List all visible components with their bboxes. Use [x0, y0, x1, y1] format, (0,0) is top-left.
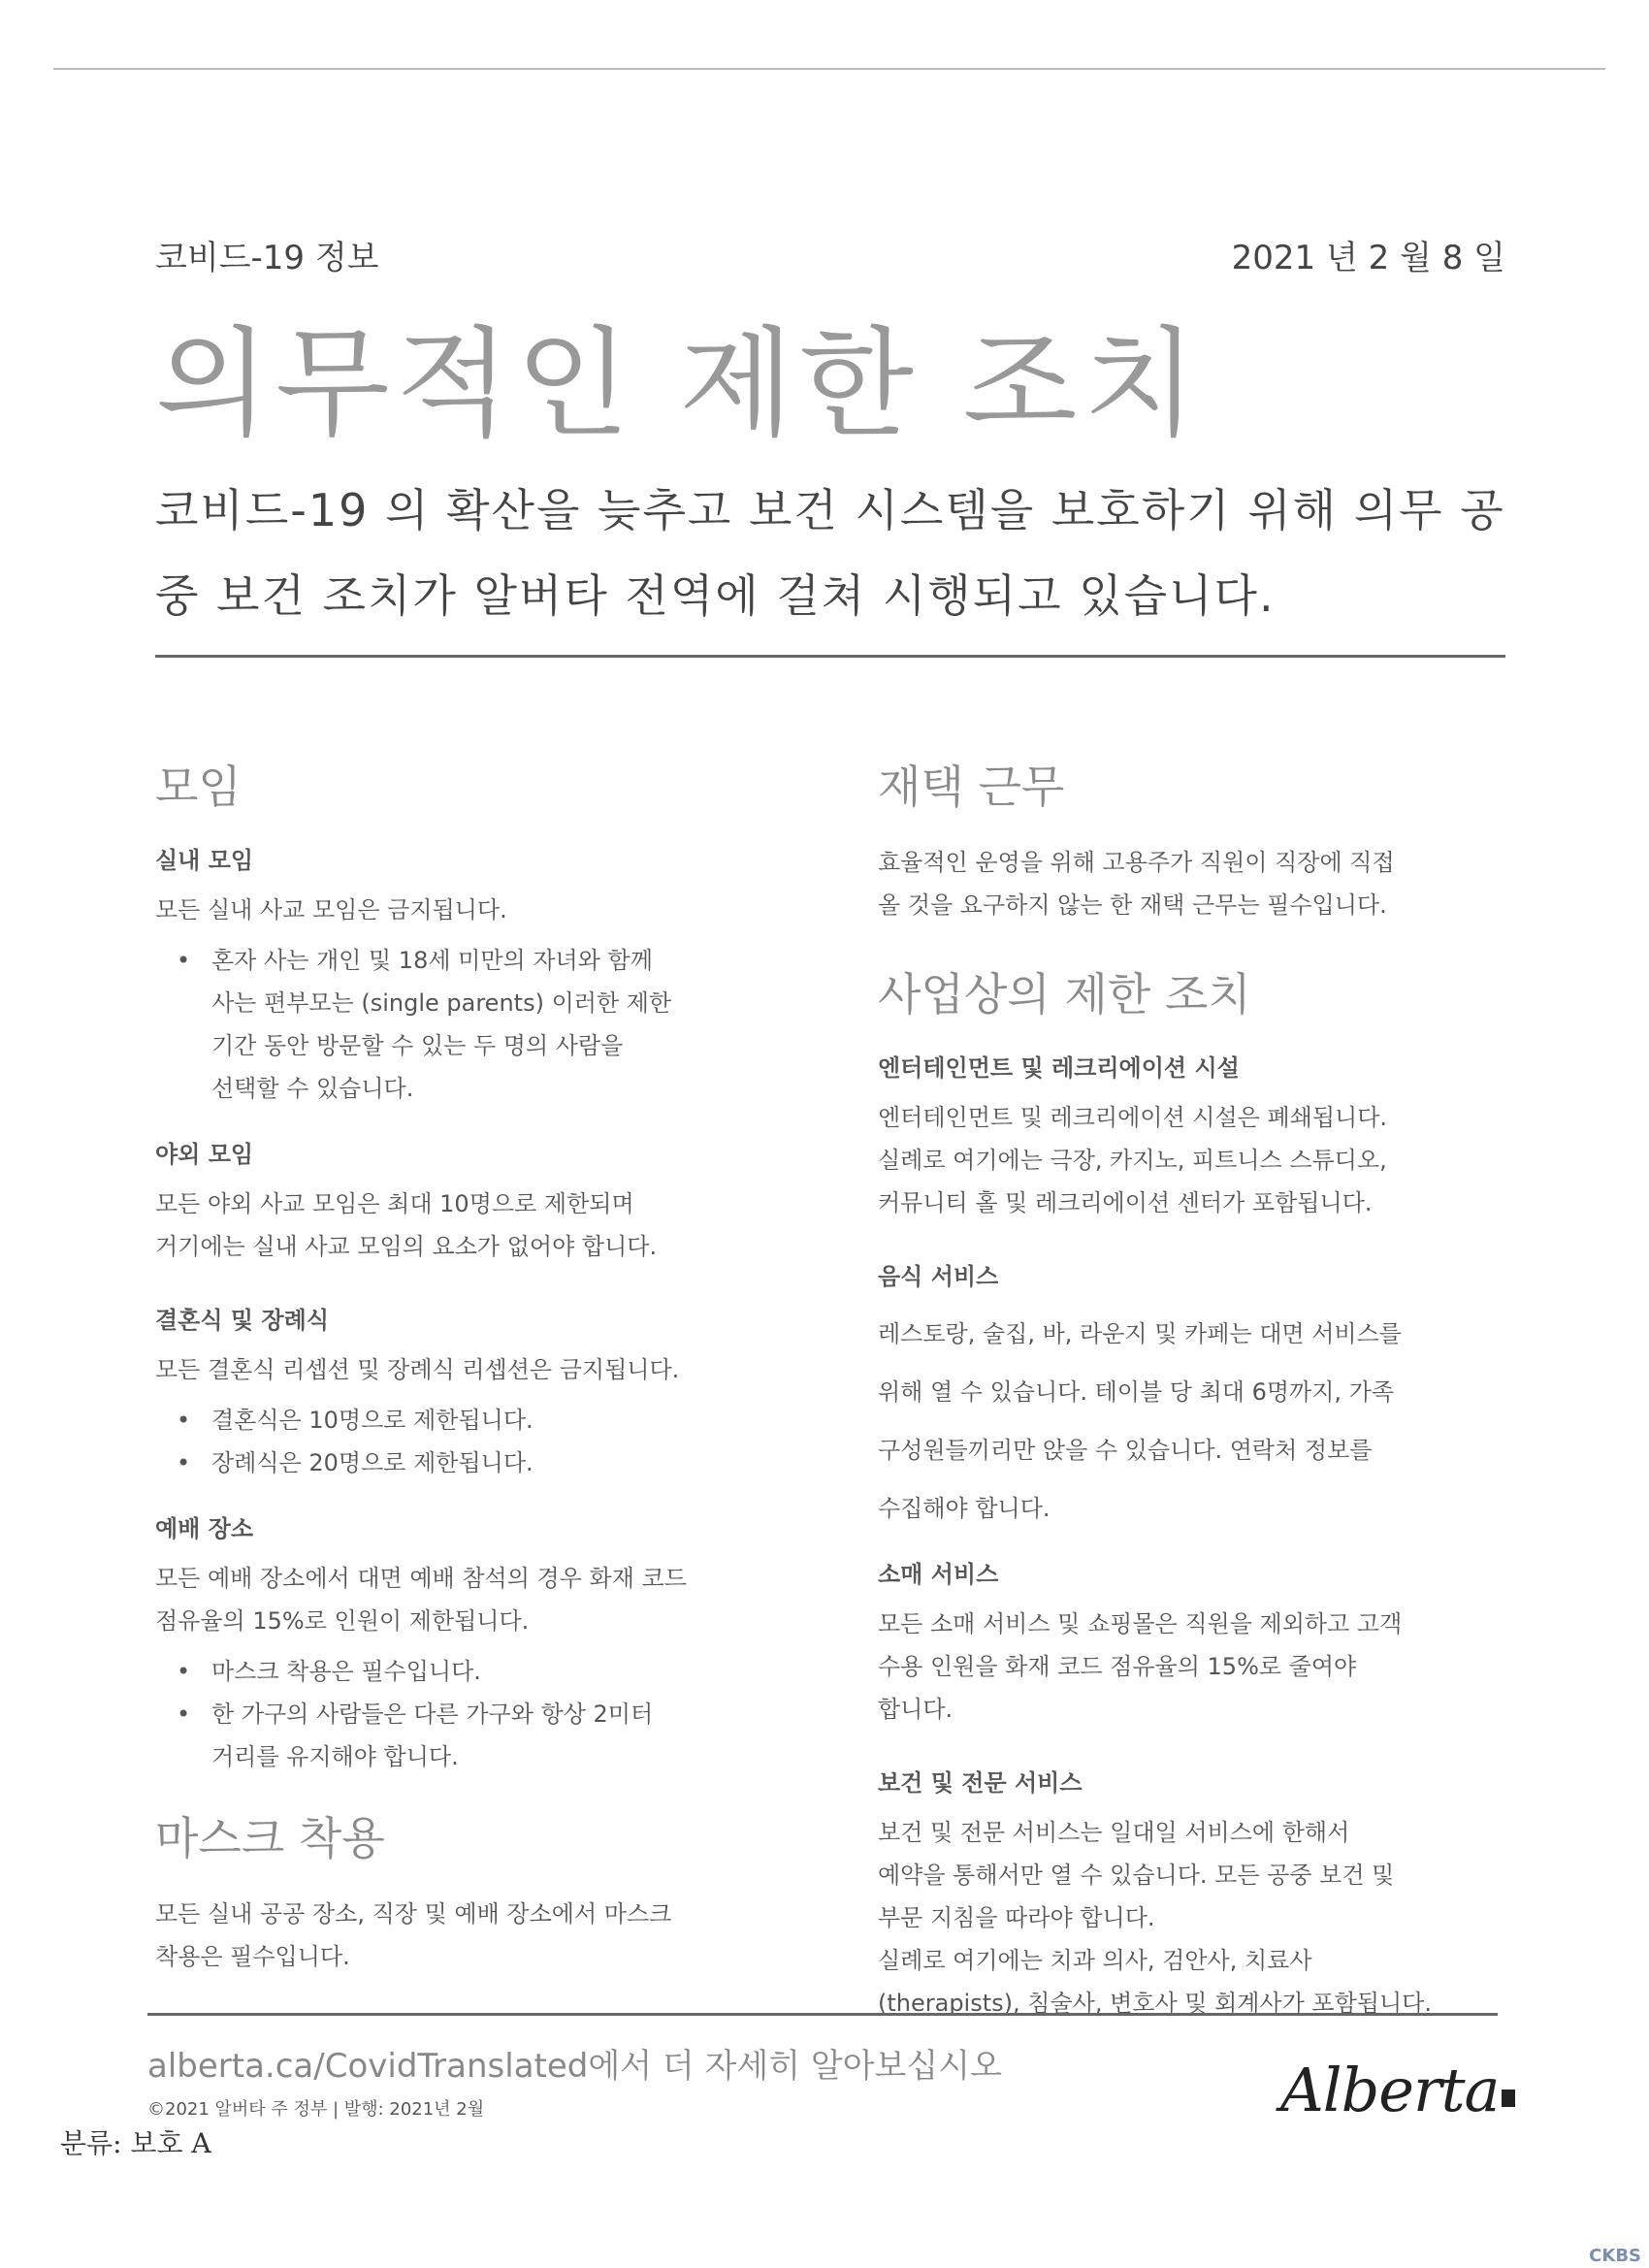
copyright-notice: ©2021 알버타 주 정부 | 발행: 2021년 2월: [147, 2099, 485, 2120]
list-indoor-gatherings: [155, 939, 795, 1110]
text-food-services: 레스토랑, 술집, 바, 라운지 및 카페는 대면 서비스를 위해 열 수 있습니다. 테이블 당 최대 6명까지, 가족 구성원들끼리만 앉을 수 있습니다. 연락처 정보를 수집해야 합니다.: [878, 1320, 1402, 1522]
list-item: • 결혼식은 10명으로 제한됩니다.: [155, 1399, 795, 1442]
section-title-masks: 마스크 착용: [155, 1812, 385, 1864]
left-column: [155, 752, 795, 1995]
text-remote-work: 효율적인 운영을 위해 고용주가 직원이 직장에 직접 올 것을 요구하지 않는 한 재택 근무는 필수입니다.: [878, 849, 1395, 919]
section-title-business-restrictions: 사업상의 제한 조치: [878, 968, 1251, 1021]
list-weddings-funerals: [155, 1399, 795, 1484]
list-item: • 혼자 사는 개인 및 18세 미만의 자녀와 함께 사는 편부모는 (single parents) 이러한 제한 기간 동안 방문할 수 있는 두 명의 사람을 선택할 수 있습니다.: [155, 939, 795, 1110]
list-item: • 장례식은 20명으로 제한됩니다.: [155, 1442, 795, 1484]
text-places-of-worship: 모든 예배 장소에서 대면 예배 참석의 경우 화재 코드 점유율의 15%로 인원이 제한됩니다.: [155, 1565, 687, 1635]
page-subtitle: 코비드-19 의 확산을 늦추고 보건 시스템을 보호하기 위해 의무 공중 보건 조치가 알버타 전역에 걸쳐 시행되고 있습니다.: [155, 484, 1505, 622]
text-retail-services: 모든 소매 서비스 및 쇼핑몰은 직원을 제외하고 고객 수용 인원을 화재 코드 점유율의 15%로 줄여야 합니다.: [878, 1610, 1403, 1723]
heading-outdoor-gatherings: 야외 모임: [155, 1141, 254, 1168]
header-divider: [155, 655, 1505, 658]
footer-divider: [147, 2013, 1498, 2016]
alberta-logo: [1280, 2055, 1515, 2125]
right-column: [878, 752, 1508, 2042]
logo-mark-icon: [1502, 2090, 1515, 2107]
text-outdoor-gatherings: 모든 야외 사교 모임은 최대 10명으로 제한되며 거기에는 실내 사교 모임의 요소가 없어야 합니다.: [155, 1190, 658, 1260]
heading-health-professional: 보건 및 전문 서비스: [878, 1769, 1083, 1797]
heading-indoor-gatherings: 실내 모임: [155, 847, 254, 874]
text-masks: 모든 실내 공공 장소, 직장 및 예배 장소에서 마스크 착용은 필수입니다.: [155, 1900, 672, 1970]
list-item: • 마스크 착용은 필수입니다.: [155, 1650, 795, 1693]
section-title-gatherings: 모임: [155, 761, 242, 813]
text-weddings-funerals: 모든 결혼식 리셉션 및 장례식 리셉션은 금지됩니다.: [155, 1356, 680, 1383]
section-title-remote-work: 재택 근무: [878, 761, 1065, 813]
classification-label: 분류: 보호 A: [60, 2127, 211, 2159]
page-title: 의무적인 제한 조치: [155, 315, 1204, 453]
heading-weddings-funerals: 결혼식 및 장례식: [155, 1307, 329, 1334]
issue-date: 2021 년 2 월 8 일: [1231, 239, 1505, 277]
alberta-logo-text: Alberta: [1280, 2055, 1500, 2125]
heading-places-of-worship: 예배 장소: [155, 1515, 254, 1542]
heading-entertainment: 엔터테인먼트 및 레크리에이션 시설: [878, 1054, 1240, 1082]
more-info-link[interactable]: alberta.ca/CovidTranslated에서 더 자세히 알아보십시오: [147, 2047, 1002, 2086]
list-places-of-worship: [155, 1650, 795, 1778]
corner-watermark: CKBS: [1589, 2246, 1641, 2266]
topic-label: 코비드-19 정보: [155, 239, 379, 277]
top-border-line: [53, 68, 1605, 70]
text-health-professional: 보건 및 전문 서비스는 일대일 서비스에 한해서 예약을 통해서만 열 수 있습니다. 모든 공중 보건 및 부문 지침을 따라야 합니다. 실례로 여기에는 치과 의사, 검안사, 치료사 (therapists), 침술사, 변호사 및 회계사가 포함됩니다.: [878, 1819, 1432, 2017]
text-indoor-gatherings: 모든 실내 사교 모임은 금지됩니다.: [155, 896, 507, 923]
heading-food-services: 음식 서비스: [878, 1263, 999, 1290]
heading-retail-services: 소매 서비스: [878, 1561, 999, 1588]
list-item: • 한 가구의 사람들은 다른 가구와 항상 2미터 거리를 유지해야 합니다.: [155, 1693, 795, 1778]
text-entertainment: 엔터테인먼트 및 레크리에이션 시설은 폐쇄됩니다. 실례로 여기에는 극장, 카지노, 피트니스 스튜디오, 커뮤니티 홀 및 레크리에이션 센터가 포함됩니다.: [878, 1104, 1388, 1216]
